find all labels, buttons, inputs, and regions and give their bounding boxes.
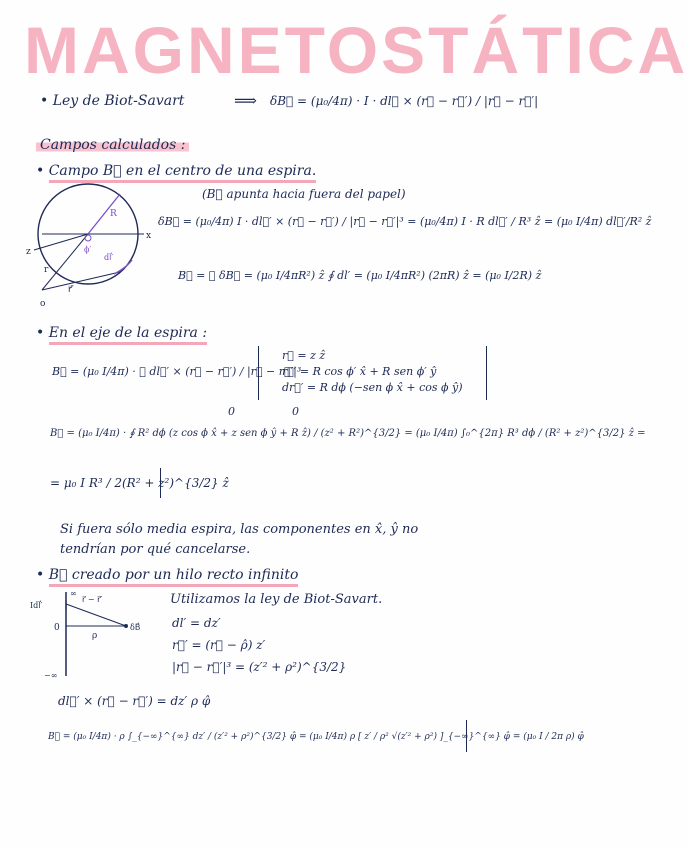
eje-eq1: B⃗ = (μ₀ I/4π) · ∮ dl⃗′ × (r⃗ − r⃗′) / |r⃗ − r⃗′|³ [52,365,302,378]
wire-diagram [30,590,150,680]
rr-vector [66,604,126,626]
hilo-line3: r⃗′ = (r⃗ − ρ̂) z′ [172,638,266,652]
implies-arrow: ⟹ [234,91,257,110]
eq3-bracket [160,468,161,498]
hilo-heading: B⃗ creado por un hilo recto infinito [49,567,299,587]
biot-savart-formula: δB⃗ = (μ₀/4π) · I · dl⃗ × (r⃗ − r⃗′) / |r⃗ − r⃗′| [270,94,539,108]
label-db: δB⃗ [130,623,141,632]
eje-def-2: dr⃗′ = R dϕ (−sen ϕ x̂ + cos ϕ ŷ) [282,381,463,394]
eje-heading-wrap [36,324,207,342]
label-x: x [146,231,152,241]
hilo-heading-wrap [36,566,298,584]
hilo-line1: Utilizamos la ley de Biot-Savart. [170,592,383,607]
label-R: R [110,209,117,219]
espira-heading: Campo B⃗ en el centro de una espira. [49,163,317,183]
center-point [85,235,91,241]
espira-eq2: B⃗ = ∮ δB⃗ = (μ₀ I/4πR²) ẑ ∮ dl′ = (μ₀ I/4πR²) (2πR) ẑ = (μ₀ I/2R) ẑ [178,269,542,282]
hilo-line4: |r⃗ − r⃗′|³ = (z′² + ρ²)^{3/2} [172,660,347,674]
loop-diagram [22,180,152,310]
hilo-line2: dl′ = dz′ [172,616,221,630]
r-prime-vector [42,272,120,290]
label-z: z [26,247,31,257]
eje-def-1: r⃗′ = R cos ϕ′ x̂ + R sen ϕ′ ŷ [282,365,437,378]
hilo-final: B⃗ = (μ₀ I/4π) · ρ ∫_{−∞}^{∞} dz′ / (z′² + ρ²)^{3/2} φ̂ = (μ₀ I/4π) ρ [ z′ / ρ² √(z′² + ρ²) ]_{−∞}^{∞} φ̂ = (μ₀ I / 2π ρ) φ̂ [48,732,584,742]
eje-note-2: tendrían por qué cancelarse. [60,542,251,557]
hilo-cross: dl⃗′ × (r⃗ − r⃗′) = dz′ ρ φ̂ [58,694,211,708]
label-inf-top: ∞ [70,589,77,598]
eje-eq3: = μ₀ I R³ / 2(R² + z²)^{3/2} ẑ [50,476,229,490]
eje-eq2: B⃗ = (μ₀ I/4π) · ∮ R² dϕ (z cos ϕ x̂ + z sen ϕ ŷ + R ẑ) / (z² + R²)^{3/2} = (μ₀ I/4π) ∫₀^{2π} R³ dϕ / (R² + z²)^{3/2} ẑ = [50,428,646,439]
label-zero: 0 [54,623,60,633]
z-axis [34,234,88,250]
field-point [124,624,128,628]
eje-note-1: Si fuera sólo media espira, las componentes en x̂, ŷ no [60,522,419,537]
espira-eq1: δB⃗ = (μ₀/4π) I · dl⃗′ × (r⃗ − r⃗′) / |r⃗ − r⃗′|³ = (μ₀/4π) I · R dl⃗′ / R³ ẑ = (μ₀ I/4π) dl⃗′/R² ẑ [158,215,652,228]
campos-heading: Campos calculados : [36,137,189,153]
final-bracket [466,720,467,752]
label-phi: ϕ′ [84,245,92,254]
zero-mark-0: 0 [228,405,235,418]
defs-bracket-left [258,346,259,400]
label-inf-bot: −∞ [44,671,58,680]
espira-heading-wrap [36,162,316,180]
eje-heading: En el eje de la espira : [49,325,207,345]
biot-savart-label: • Ley de Biot-Savart [40,92,184,110]
campos-heading-wrap [36,136,189,154]
zero-mark-1: 0 [292,405,299,418]
label-o: o [40,299,46,309]
r-vector [42,234,88,290]
label-r: r [44,265,49,275]
espira-note: (B⃗ apunta hacia fuera del papel) [202,187,406,201]
label-dl: dl⃗′ [104,253,114,262]
label-rho: ρ [92,631,98,641]
eje-def-0: r⃗ = z ẑ [282,349,326,362]
defs-bracket-right [486,346,487,400]
label-idl: Idl⃗′ [30,601,43,610]
label-rp: r⃗′ [68,285,74,295]
label-rr: r⃗ − r⃗′ [82,595,103,604]
page-title: MAGNETOSTÁTICA [24,13,688,87]
